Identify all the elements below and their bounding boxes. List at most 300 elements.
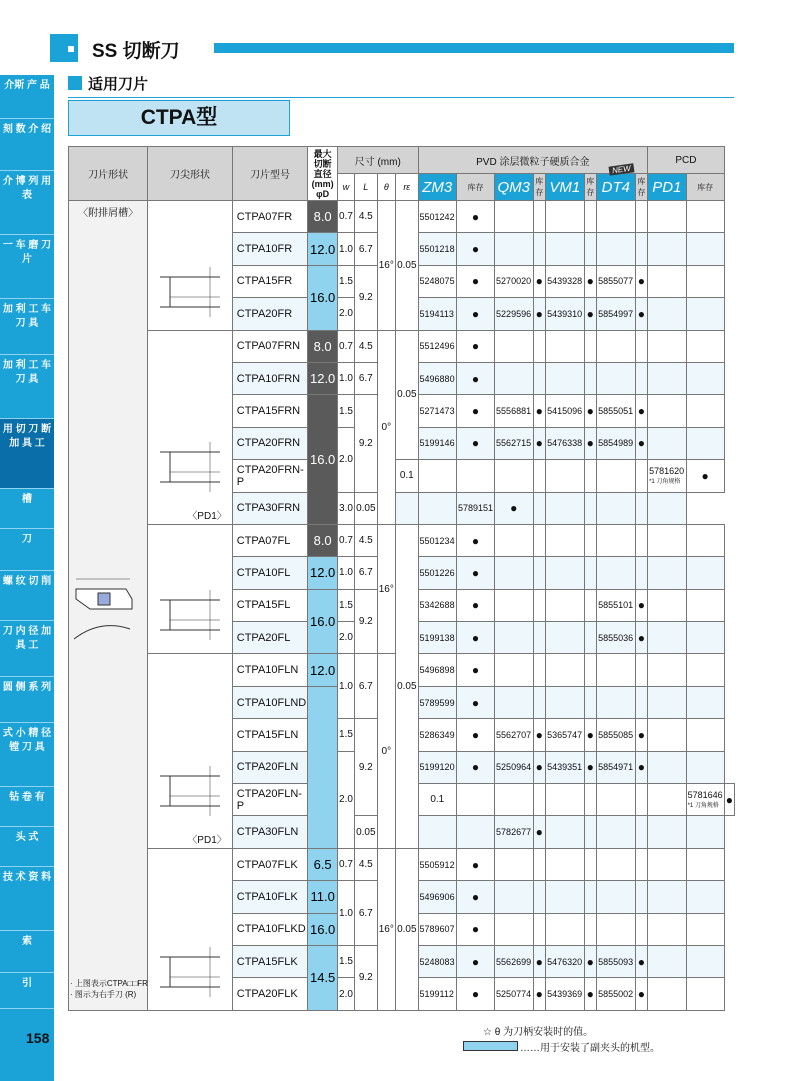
stock-dot-icon: ● bbox=[535, 274, 543, 289]
code-cell bbox=[648, 265, 686, 297]
stock-dot bbox=[584, 265, 597, 297]
dia-cell: 8.0 bbox=[308, 524, 338, 556]
l-cell: 4.5 bbox=[355, 848, 377, 880]
stock-dot-icon: ● bbox=[637, 987, 645, 1002]
stock-dot-icon: ● bbox=[471, 954, 480, 969]
sidebar-item-11[interactable]: 圆 侧 系 列 bbox=[0, 677, 54, 723]
stock-dot bbox=[686, 330, 724, 362]
sidebar-item-14[interactable]: 头 式 bbox=[0, 827, 54, 867]
stock-dot bbox=[597, 784, 635, 816]
stock-dot bbox=[686, 945, 724, 977]
stock-dot-icon: ● bbox=[471, 695, 480, 710]
tip-diagram bbox=[150, 432, 230, 502]
w-cell: 2.0 bbox=[337, 427, 354, 492]
dia-cell: 14.5 bbox=[308, 945, 338, 1010]
stock-dot bbox=[584, 427, 597, 459]
pd1-blade-note: *1 刀角规格 bbox=[687, 803, 719, 810]
sidebar-item-4[interactable]: 加 利 工 车 刀 具 bbox=[0, 299, 54, 355]
code-cell bbox=[648, 427, 686, 459]
dia-cell: 12.0 bbox=[308, 233, 338, 265]
stock-dot-icon: ● bbox=[701, 468, 709, 483]
code-cell bbox=[495, 622, 533, 654]
code-cell bbox=[597, 816, 635, 848]
stock-dot bbox=[686, 816, 724, 848]
code-cell bbox=[546, 201, 584, 233]
insert-shape-cell bbox=[69, 201, 148, 1011]
stock-dot bbox=[533, 427, 546, 459]
stock-dot bbox=[584, 557, 597, 589]
model-cell: CTPA15FLK bbox=[232, 945, 308, 977]
code-cell: 5855085 bbox=[597, 719, 635, 751]
code-cell: 5782677 bbox=[495, 816, 533, 848]
code-cell: 5556881 bbox=[495, 395, 533, 427]
sidebar-item-3[interactable]: 一 车 磨 刀 片 bbox=[0, 235, 54, 299]
pd1-code: 5781646 bbox=[687, 790, 723, 801]
code-cell: 5365747 bbox=[546, 719, 584, 751]
stock-dot bbox=[457, 913, 495, 945]
code-cell bbox=[546, 589, 584, 621]
stock-dot bbox=[584, 201, 597, 233]
stock-dot bbox=[457, 362, 495, 394]
stock-dot bbox=[635, 654, 648, 686]
w-cell: 2.0 bbox=[337, 751, 354, 848]
stock-dot bbox=[457, 848, 495, 880]
stock-dot-icon: ● bbox=[471, 565, 480, 580]
stock-dot bbox=[686, 654, 724, 686]
w-cell: 1.0 bbox=[337, 362, 354, 394]
code-cell bbox=[495, 233, 533, 265]
stock-dot bbox=[635, 622, 648, 654]
sidebar-item-17[interactable]: 引 bbox=[0, 973, 54, 1009]
code-cell bbox=[495, 460, 533, 492]
l-cell: 9.2 bbox=[355, 589, 377, 654]
stock-dot bbox=[533, 589, 546, 621]
stock-dot-icon: ● bbox=[471, 274, 480, 289]
tip-diagram bbox=[150, 756, 230, 826]
table-row bbox=[69, 330, 735, 362]
stock-dot-icon: ● bbox=[471, 630, 480, 645]
theta-cell: 0° bbox=[377, 330, 396, 524]
code-cell bbox=[495, 848, 533, 880]
stock-dot-icon: ● bbox=[510, 501, 518, 516]
sidebar-item-10[interactable]: 刀 内 径 加 具 工 bbox=[0, 621, 54, 677]
stock-dot bbox=[686, 524, 724, 556]
sidebar-item-0[interactable]: 介斯 产 品 bbox=[0, 75, 54, 119]
code-cell bbox=[597, 201, 635, 233]
stock-dot bbox=[635, 686, 648, 718]
model-cell: CTPA20FRN-P bbox=[232, 460, 308, 492]
dia-cell: 12.0 bbox=[308, 557, 338, 589]
stock-dot bbox=[686, 751, 724, 783]
model-cell: CTPA15FLN bbox=[232, 719, 308, 751]
code-cell bbox=[635, 492, 648, 524]
l-cell: 9.2 bbox=[355, 945, 377, 1010]
code-cell bbox=[495, 557, 533, 589]
re-cell: 0.05 bbox=[355, 492, 377, 524]
stock-dot bbox=[635, 557, 648, 589]
stock-dot-icon: ● bbox=[586, 404, 594, 419]
sidebar-item-13[interactable]: 钻 卷 有 bbox=[0, 787, 54, 827]
stock-dot bbox=[457, 589, 495, 621]
code-cell: 5505912 bbox=[418, 848, 456, 880]
page-number: 158 bbox=[26, 1030, 50, 1046]
stock-dot-icon: ● bbox=[471, 760, 480, 775]
code-cell bbox=[597, 362, 635, 394]
re-cell: 0.1 bbox=[396, 460, 418, 492]
dia-cell: 6.5 bbox=[308, 848, 338, 880]
w-cell: 0.7 bbox=[337, 330, 354, 362]
dia-cell: 8.0 bbox=[308, 201, 338, 233]
stock-dot bbox=[584, 589, 597, 621]
code-cell bbox=[686, 784, 724, 816]
stock-dot-icon: ● bbox=[535, 760, 543, 775]
stock-vm1: 库存 bbox=[584, 174, 597, 201]
stock-dot bbox=[584, 945, 597, 977]
w-cell: 0.7 bbox=[337, 201, 354, 233]
stock-dot-icon: ● bbox=[586, 987, 594, 1002]
stock-dot bbox=[533, 557, 546, 589]
stock-dot bbox=[724, 784, 734, 816]
col-theta: θ bbox=[377, 174, 396, 201]
code-cell bbox=[635, 784, 648, 816]
sidebar-item-16[interactable]: 索 bbox=[0, 931, 54, 973]
stock-dot bbox=[533, 233, 546, 265]
pd1-code: 5781620 bbox=[649, 466, 685, 477]
tip-shape-cell bbox=[148, 201, 233, 331]
code-cell bbox=[648, 589, 686, 621]
title-rule bbox=[214, 43, 734, 53]
l-cell: 4.5 bbox=[355, 524, 377, 556]
l-cell: 4.5 bbox=[355, 201, 377, 233]
w-cell: 1.5 bbox=[337, 719, 354, 751]
stock-dot bbox=[457, 978, 495, 1010]
code-cell bbox=[597, 654, 635, 686]
stock-dot bbox=[635, 201, 648, 233]
pd1-blade-note: *1 刀角规格 bbox=[649, 479, 681, 486]
stock-dot bbox=[533, 460, 546, 492]
stock-dot bbox=[495, 784, 533, 816]
code-cell bbox=[418, 460, 456, 492]
grade-pd1: PD1 bbox=[648, 174, 686, 201]
stock-dot bbox=[457, 622, 495, 654]
stock-dot bbox=[635, 427, 648, 459]
model-cell: CTPA15FL bbox=[232, 589, 308, 621]
model-cell: CTPA07FR bbox=[232, 201, 308, 233]
tip-shape-cell bbox=[148, 848, 233, 1010]
sidebar-item-12[interactable]: 式 小 精 径 镗 刀 具 bbox=[0, 723, 54, 787]
l-cell: 9.2 bbox=[355, 719, 377, 816]
code-cell bbox=[648, 654, 686, 686]
w-cell: 3.0 bbox=[337, 492, 354, 524]
stock-dot bbox=[457, 557, 495, 589]
stock-dot-icon: ● bbox=[535, 825, 543, 840]
model-cell: CTPA10FLN bbox=[232, 654, 308, 686]
model-cell: CTPA15FRN bbox=[232, 395, 308, 427]
code-cell bbox=[495, 330, 533, 362]
stock-dot bbox=[584, 622, 597, 654]
code-cell bbox=[546, 330, 584, 362]
code-cell bbox=[495, 654, 533, 686]
stock-dot bbox=[686, 557, 724, 589]
stock-dot bbox=[584, 978, 597, 1010]
stock-dot-icon: ● bbox=[471, 404, 480, 419]
stock-dot-icon: ● bbox=[725, 792, 733, 807]
code-cell bbox=[648, 460, 686, 492]
code-cell: 5199112 bbox=[418, 978, 456, 1010]
stock-dot-icon: ● bbox=[471, 987, 480, 1002]
stock-dot-icon: ● bbox=[471, 922, 480, 937]
model-cell: CTPA10FR bbox=[232, 233, 308, 265]
code-cell: 5512496 bbox=[418, 330, 456, 362]
stock-dot bbox=[648, 492, 686, 524]
dia-cell bbox=[308, 686, 338, 848]
page-title: SS 切断刀 bbox=[92, 41, 180, 62]
stock-dot bbox=[635, 913, 648, 945]
code-cell: 5415096 bbox=[546, 395, 584, 427]
code-cell: 5439351 bbox=[546, 751, 584, 783]
subtitle-square-icon bbox=[68, 76, 82, 90]
code-cell: 5789151 bbox=[457, 492, 495, 524]
model-cell: CTPA10FLND bbox=[232, 686, 308, 718]
stock-dot bbox=[457, 881, 495, 913]
code-cell: 5501226 bbox=[418, 557, 456, 589]
l-cell: 9.2 bbox=[355, 265, 377, 330]
title-square-inner-icon bbox=[66, 44, 76, 54]
side-nav bbox=[0, 75, 54, 1081]
code-cell: 5855051 bbox=[597, 395, 635, 427]
stock-dot bbox=[533, 719, 546, 751]
code-cell: 5199120 bbox=[418, 751, 456, 783]
code-cell bbox=[597, 330, 635, 362]
code-cell: 5854971 bbox=[597, 751, 635, 783]
col-tip: 刀尖形状 bbox=[148, 147, 233, 201]
code-cell bbox=[584, 784, 597, 816]
code-cell: 5562707 bbox=[495, 719, 533, 751]
stock-dot bbox=[584, 751, 597, 783]
stock-dot bbox=[635, 298, 648, 330]
sidebar-item-5[interactable]: 加 利 工 车 刀 具 bbox=[0, 355, 54, 419]
stock-dot bbox=[584, 362, 597, 394]
stock-dot-icon: ● bbox=[586, 436, 594, 451]
code-cell: 5439328 bbox=[546, 265, 584, 297]
dia-cell: 11.0 bbox=[308, 881, 338, 913]
stock-dot-icon: ● bbox=[637, 727, 645, 742]
stock-dot bbox=[584, 460, 597, 492]
code-cell: 5271473 bbox=[418, 395, 456, 427]
stock-dot bbox=[533, 848, 546, 880]
tip-shape-cell bbox=[148, 330, 233, 524]
code-cell bbox=[648, 524, 686, 556]
code-cell: 5789599 bbox=[418, 686, 456, 718]
tip-diagram bbox=[150, 257, 230, 327]
col-pcd: PCD bbox=[648, 147, 725, 174]
stock-dot-icon: ● bbox=[471, 598, 480, 613]
model-cell: CTPA20FLN bbox=[232, 751, 308, 783]
stock-dot-icon: ● bbox=[637, 630, 645, 645]
sidebar-item-8[interactable]: 刀 bbox=[0, 529, 54, 571]
stock-dot bbox=[533, 978, 546, 1010]
model-cell: CTPA10FLKD bbox=[232, 913, 308, 945]
stock-dot bbox=[457, 265, 495, 297]
stock-dot-icon: ● bbox=[535, 727, 543, 742]
stock-dot bbox=[686, 881, 724, 913]
stock-dot bbox=[686, 427, 724, 459]
code-cell bbox=[495, 589, 533, 621]
re-cell: 0.05 bbox=[396, 524, 418, 848]
re-cell: 0.05 bbox=[355, 816, 377, 848]
sidebar-item-7[interactable]: 槽 bbox=[0, 489, 54, 529]
table-row bbox=[69, 201, 735, 233]
code-cell: 5501218 bbox=[418, 233, 456, 265]
insert-table bbox=[68, 146, 735, 1011]
col-shape: 刀片形状 bbox=[69, 147, 148, 201]
col-w: w bbox=[337, 174, 354, 201]
w-cell: 0.7 bbox=[337, 524, 354, 556]
code-cell bbox=[546, 848, 584, 880]
stock-dot-icon: ● bbox=[471, 306, 480, 321]
code-cell: 5229596 bbox=[495, 298, 533, 330]
code-cell bbox=[648, 978, 686, 1010]
theta-cell: 0° bbox=[377, 654, 396, 848]
w-cell: 1.0 bbox=[337, 881, 354, 946]
stock-dot bbox=[533, 686, 546, 718]
code-cell: 5194113 bbox=[418, 298, 456, 330]
code-cell bbox=[495, 913, 533, 945]
stock-dot bbox=[584, 816, 597, 848]
model-cell: CTPA10FL bbox=[232, 557, 308, 589]
sidebar-item-6[interactable]: 用 切 刀 断 加 具 工 bbox=[0, 419, 54, 489]
insert-shape-diagram bbox=[70, 549, 146, 659]
stock-dot bbox=[533, 362, 546, 394]
stock-dot bbox=[635, 460, 648, 492]
stock-dot-icon: ● bbox=[637, 598, 645, 613]
stock-pd1: 库存 bbox=[686, 174, 724, 201]
w-cell: 1.5 bbox=[337, 395, 354, 427]
dia-cell: 12.0 bbox=[308, 362, 338, 394]
stock-dot-icon: ● bbox=[637, 306, 645, 321]
stock-dot bbox=[457, 945, 495, 977]
stock-dot bbox=[635, 978, 648, 1010]
stock-dot bbox=[686, 265, 724, 297]
sidebar-item-9[interactable]: 螺 纹 切 削 bbox=[0, 571, 54, 621]
code-cell bbox=[546, 460, 584, 492]
stock-dot-icon: ● bbox=[586, 306, 594, 321]
code-cell bbox=[495, 201, 533, 233]
stock-dot bbox=[546, 492, 584, 524]
stock-dot bbox=[457, 524, 495, 556]
code-cell: 5501242 bbox=[418, 201, 456, 233]
dia-cell: 16.0 bbox=[308, 589, 338, 654]
sidebar-item-15[interactable]: 技 术 资 料 bbox=[0, 867, 54, 931]
re-cell: 0.1 bbox=[418, 784, 456, 816]
code-cell bbox=[648, 719, 686, 751]
code-cell bbox=[648, 816, 686, 848]
code-cell bbox=[648, 945, 686, 977]
stock-dot bbox=[597, 492, 635, 524]
model-cell: CTPA07FLK bbox=[232, 848, 308, 880]
grade-vm1: VM1 bbox=[546, 174, 584, 201]
stock-dot bbox=[457, 816, 495, 848]
code-cell: 5286349 bbox=[418, 719, 456, 751]
code-cell bbox=[597, 913, 635, 945]
code-cell: 5439369 bbox=[546, 978, 584, 1010]
note-right-hand: · 图示为右手刀 (R) bbox=[70, 990, 137, 999]
stock-dot-icon: ● bbox=[471, 727, 480, 742]
stock-dot bbox=[584, 233, 597, 265]
stock-dot bbox=[635, 848, 648, 880]
stock-dot bbox=[686, 978, 724, 1010]
code-cell: 5562699 bbox=[495, 945, 533, 977]
code-cell: 5250964 bbox=[495, 751, 533, 783]
stock-dot bbox=[635, 395, 648, 427]
l-cell: 6.7 bbox=[355, 881, 377, 946]
code-cell: 5199138 bbox=[418, 622, 456, 654]
stock-dot-icon: ● bbox=[535, 954, 543, 969]
tip-diagram bbox=[150, 580, 230, 650]
code-cell bbox=[546, 913, 584, 945]
model-cell: CTPA10FRN bbox=[232, 362, 308, 394]
re-cell: 0.05 bbox=[396, 330, 418, 460]
stock-dot bbox=[533, 395, 546, 427]
stock-dot bbox=[686, 233, 724, 265]
code-cell: 5342688 bbox=[418, 589, 456, 621]
sidebar-item-2[interactable]: 介 博 列 用 表 bbox=[0, 171, 54, 235]
stock-dot bbox=[584, 686, 597, 718]
stock-dot bbox=[686, 913, 724, 945]
pd1-note: 〈PD1〉 bbox=[187, 834, 227, 846]
stock-dt4: 库存 bbox=[635, 174, 648, 201]
code-cell bbox=[597, 524, 635, 556]
stock-dot bbox=[686, 848, 724, 880]
stock-dot bbox=[533, 816, 546, 848]
stock-dot bbox=[686, 362, 724, 394]
stock-dot-icon: ● bbox=[471, 889, 480, 904]
subtitle-rule bbox=[68, 97, 734, 98]
stock-dot bbox=[533, 622, 546, 654]
code-cell bbox=[584, 492, 597, 524]
dia-cell: 16.0 bbox=[308, 913, 338, 945]
stock-dot bbox=[457, 395, 495, 427]
code-cell bbox=[648, 298, 686, 330]
w-cell: 1.5 bbox=[337, 265, 354, 297]
table-row bbox=[69, 848, 735, 880]
code-cell bbox=[546, 654, 584, 686]
sidebar-item-1[interactable]: 刻 数 介 绍 bbox=[0, 119, 54, 171]
stock-dot bbox=[457, 330, 495, 362]
code-cell: 5248083 bbox=[418, 945, 456, 977]
l-cell: 6.7 bbox=[355, 557, 377, 589]
stock-dot-icon: ● bbox=[471, 857, 480, 872]
legend-swatch bbox=[463, 1041, 518, 1051]
code-cell bbox=[648, 362, 686, 394]
theta-cell: 16° bbox=[377, 201, 396, 331]
stock-dot bbox=[533, 654, 546, 686]
new-badge: NEW bbox=[609, 163, 635, 175]
code-cell bbox=[495, 881, 533, 913]
code-cell: 5855036 bbox=[597, 622, 635, 654]
model-cell: CTPA30FRN bbox=[232, 492, 308, 524]
stock-dot bbox=[584, 719, 597, 751]
stock-dot bbox=[457, 201, 495, 233]
stock-dot bbox=[533, 298, 546, 330]
w-cell: 1.0 bbox=[337, 233, 354, 265]
l-cell: 9.2 bbox=[355, 395, 377, 492]
code-cell bbox=[597, 881, 635, 913]
model-cell: CTPA07FL bbox=[232, 524, 308, 556]
stock-dot bbox=[546, 784, 584, 816]
stock-dot-icon: ● bbox=[471, 209, 480, 224]
code-cell bbox=[495, 686, 533, 718]
